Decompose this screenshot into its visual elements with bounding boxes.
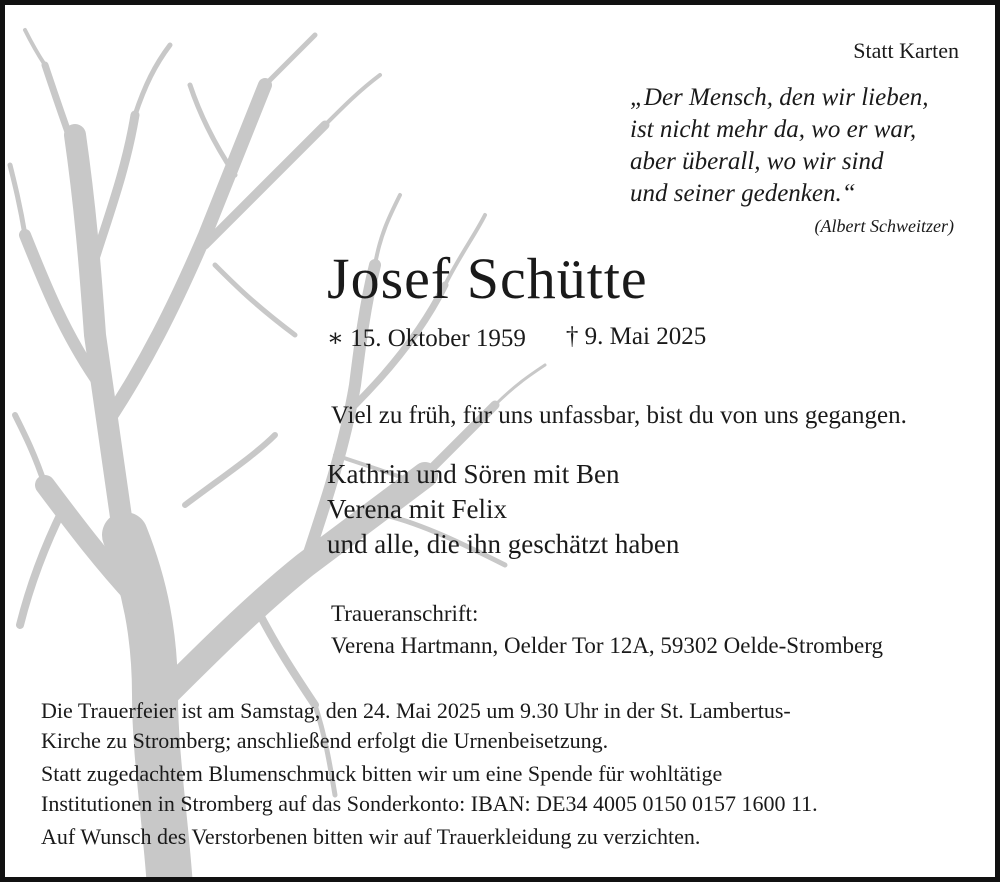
quote-line: aber überall, wo wir sind — [630, 148, 884, 175]
service-line: Die Trauerfeier ist am Samstag, den 24. Mai 2025 um 9.30 Uhr in der St. Lambertus- — [41, 698, 791, 723]
farewell-text: Viel zu früh, für uns unfassbar, bist du von uns gegangen. — [331, 402, 907, 429]
donation-paragraph — [41, 759, 818, 819]
service-line: Kirche zu Stromberg; anschließend erfolgt die Urnenbeisetzung. — [41, 728, 609, 753]
quote-author: (Albert Schweitzer) — [814, 216, 954, 236]
attire-paragraph — [41, 822, 818, 852]
mourner-line: Verena mit Felix — [327, 494, 507, 524]
attire-line: Auf Wunsch des Verstorbenen bitten wir auf Trauerkleidung zu verzichten. — [41, 824, 701, 849]
mourning-address: Verena Hartmann, Oelder Tor 12A, 59302 Oelde-Stromberg — [331, 633, 883, 658]
death-date: † 9. Mai 2025 — [565, 323, 707, 350]
mourner-line: und alle, die ihn geschätzt haben — [327, 529, 680, 559]
mourner-line: Kathrin und Sören mit Ben — [327, 459, 620, 489]
quote-line: „Der Mensch, den wir lieben, — [630, 84, 929, 111]
statt-karten-label: Statt Karten — [853, 38, 959, 63]
quote — [630, 82, 929, 210]
mourners-list — [327, 457, 679, 562]
birth-date: ∗ 15. Oktober 1959 — [327, 325, 526, 352]
life-dates — [327, 323, 706, 353]
donation-line: Statt zugedachtem Blumenschmuck bitten wir um eine Spende für wohltätige — [41, 761, 723, 786]
address-label: Traueranschrift: — [331, 601, 479, 626]
quote-line: ist nicht mehr da, wo er war, — [630, 116, 917, 143]
service-paragraph — [41, 696, 818, 756]
service-details — [41, 696, 818, 852]
quote-line: und seiner gedenken.“ — [630, 180, 856, 207]
donation-line: Institutionen in Stromberg auf das Sonderkonto: IBAN: DE34 4005 0150 0157 1600 11. — [41, 791, 818, 816]
deceased-name: Josef Schütte — [327, 246, 648, 311]
